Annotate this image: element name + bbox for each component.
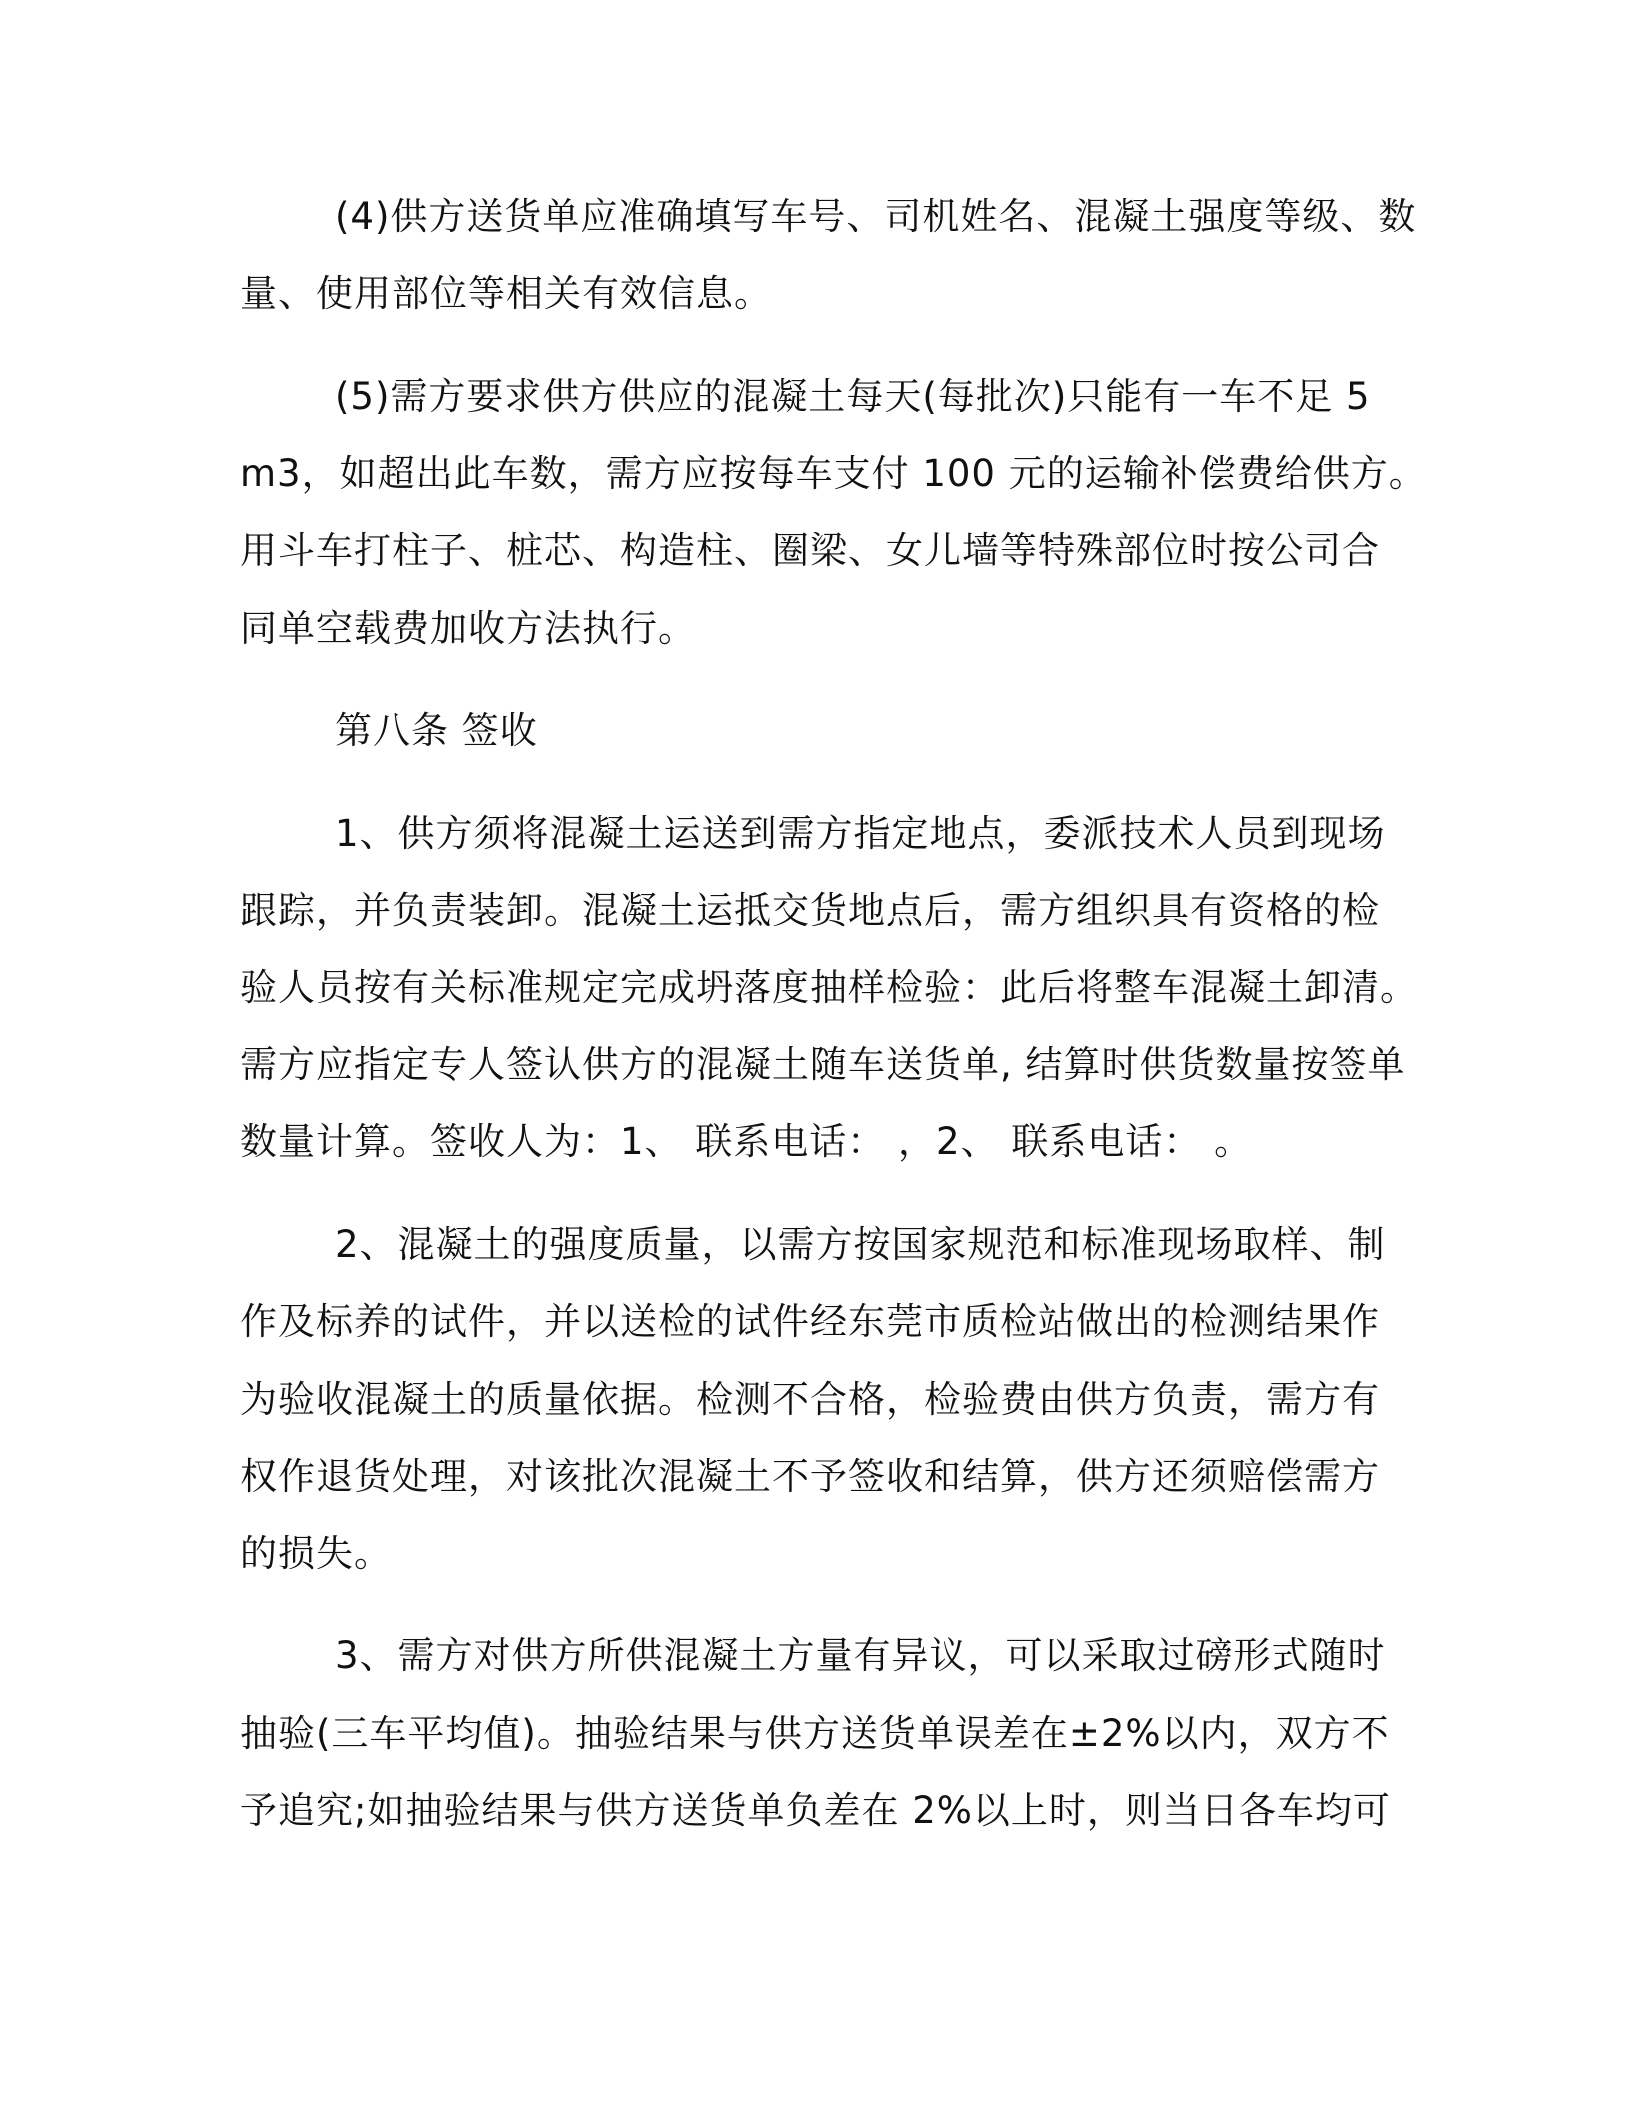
item-4-line-1: (4)供方送货单应准确填写车号、司机姓名、混凝土强度等级、数: [335, 195, 1417, 238]
clause-2-line-3: 为验收混凝土的质量依据。检测不合格，检验费由供方负责，需方有: [240, 1378, 1380, 1421]
clause-3-line-3: 予追究;如抽验结果与供方送货单负差在 2%以上时，则当日各车均可: [240, 1789, 1391, 1832]
clause-2-line-4: 权作退货处理，对该批次混凝土不予签收和结算，供方还须赔偿需方: [240, 1455, 1380, 1498]
clause-1-line-5: 数量计算。签收人为：1、 联系电话： ，2、 联系电话： 。: [240, 1120, 1253, 1163]
clause-3-line-2: 抽验(三车平均值)。抽验结果与供方送货单误差在±2%以内，双方不: [240, 1712, 1390, 1755]
clause-2-line-1: 2、混凝土的强度质量，以需方按国家规范和标准现场取样、制: [335, 1223, 1386, 1266]
clause-2-line-2: 作及标养的试件，并以送检的试件经东莞市质检站做出的检测结果作: [240, 1300, 1380, 1343]
item-5-line-2: m3，如超出此车数，需方应按每车支付 100 元的运输补偿费给供方。: [240, 452, 1427, 495]
clause-2-line-5: 的损失。: [240, 1532, 392, 1575]
clause-3-line-1: 3、需方对供方所供混凝土方量有异议，可以采取过磅形式随时: [335, 1634, 1386, 1677]
item-4-line-2: 量、使用部位等相关有效信息。: [240, 272, 772, 315]
clause-1-line-1: 1、供方须将混凝土运送到需方指定地点，委派技术人员到现场: [335, 812, 1386, 855]
item-5-line-3: 用斗车打柱子、桩芯、构造柱、圈梁、女儿墙等特殊部位时按公司合: [240, 529, 1380, 572]
clause-1-line-4: 需方应指定专人签认供方的混凝土随车送货单, 结算时供货数量按签单: [240, 1043, 1406, 1086]
item-5-line-1: (5)需方要求供方供应的混凝土每天(每批次)只能有一车不足 5: [335, 375, 1371, 418]
clause-1-line-3: 验人员按有关标准规定完成坍落度抽样检验：此后将整车混凝土卸清。: [240, 966, 1418, 1009]
clause-1-line-2: 跟踪，并负责装卸。混凝土运抵交货地点后，需方组织具有资格的检: [240, 889, 1380, 932]
article-8-heading: 第八条 签收: [335, 709, 538, 752]
item-5-line-4: 同单空载费加收方法执行。: [240, 607, 696, 650]
